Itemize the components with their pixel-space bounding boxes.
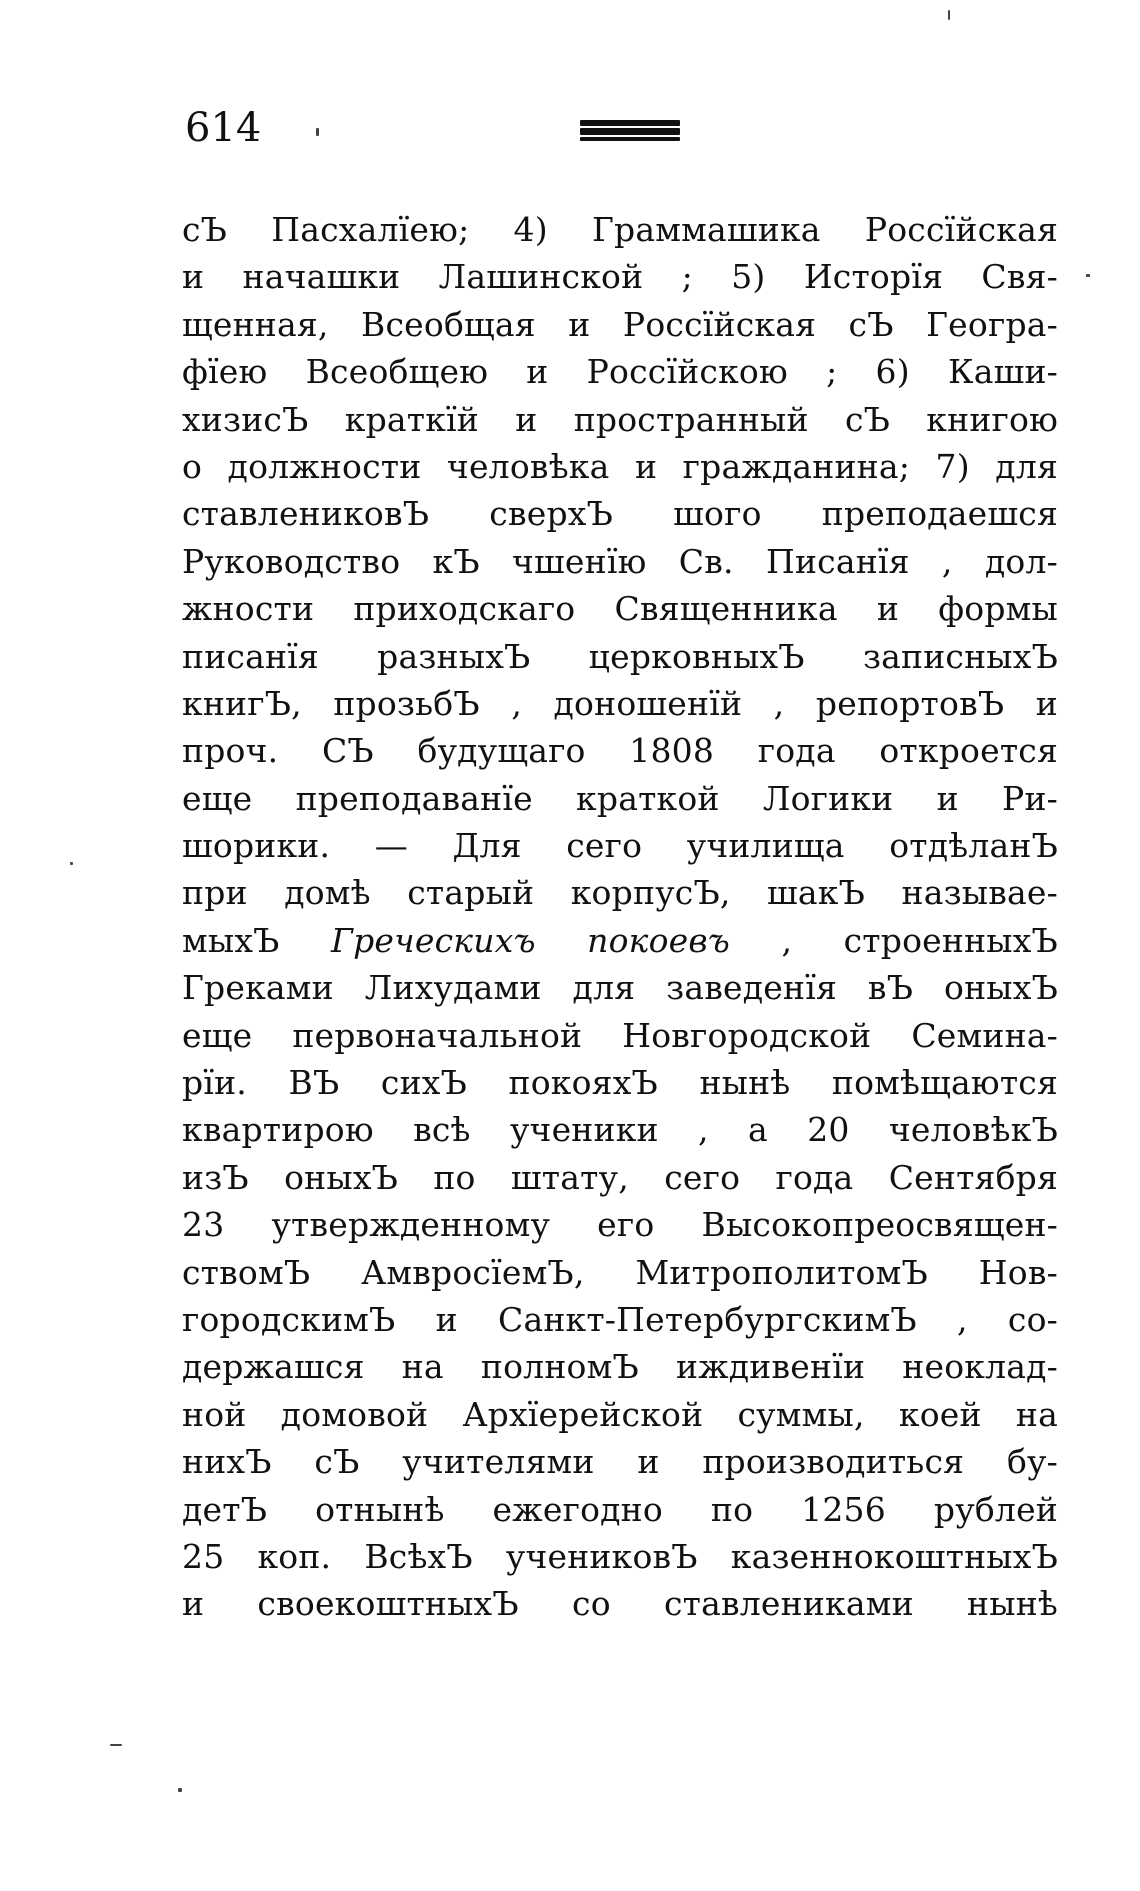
text-line: при домѣ старый корпусЪ, шакЪ называе- [182,873,1058,913]
text-line-with-italic [182,917,1058,964]
text-line: 25 коп. ВсѣхЪ учениковЪ казеннокоштныхЪ [182,1536,1058,1576]
text-line: Руководство кЪ чшенїю Св. Писанїя , дол- [182,541,1058,581]
ornament-rule-top [580,120,680,126]
scan-speck [948,10,950,20]
text-line: жности приходскаго Священника и формы [182,589,1058,629]
text-line: еще первоначальной Новгородской Семина- [182,1015,1058,1055]
text-line: шорики. — Для сего училища отдѣланЪ [182,826,1058,866]
text-line: держашся на полномЪ иждивенїи неоклад- [182,1347,1058,1387]
text-line: еще преподаванїе краткой Логики и Ри- [182,778,1058,818]
text-line: Греками Лихудами для заведенїя вЪ оныхЪ [182,968,1058,1008]
text-line: хизисЪ краткїй и пространный сЪ книгою [182,399,1058,439]
header-ornament [580,120,680,142]
scan-speck [110,1744,122,1746]
text-line: книгЪ, прозьбЪ , доношенїй , репортовЪ и [182,683,1058,723]
text-line: изЪ оныхЪ по штату, сего года Сентября [182,1157,1058,1197]
text-line: детЪ отнынѣ ежегодно по 1256 рублей [182,1489,1058,1529]
italic-phrase: Греческихъ покоевъ [331,920,730,960]
ornament-rule-middle [580,128,680,135]
text-line: сЪ Пасхалїею; 4) Граммашика Россїйская [182,210,1058,249]
text-line: писанїя разныхЪ церковныхЪ записныхЪ [182,636,1058,676]
text-line: 23 утвержденному его Высокопреосвящен- [182,1205,1058,1245]
text-line: о должности человѣка и гражданина; 7) для [182,446,1058,486]
text-line: городскимЪ и Санкт-ПетербургскимЪ , со- [182,1299,1058,1339]
text-line: фїею Всеобщею и Россїйскою ; 6) Каши- [182,352,1058,392]
scan-speck [1086,274,1090,277]
text-line: квартирою всѣ ученики , а 20 человѣкЪ [182,1110,1058,1150]
body-text [182,206,1058,1628]
line-prefix: мыхЪ [182,920,280,960]
line-suffix: , строенныхЪ [781,920,1058,960]
ornament-rule-bottom [580,137,680,141]
page-number: 614 [185,105,262,151]
scan-speck [316,128,319,136]
text-line: ставлениковЪ сверхЪ шого преподаешся [182,494,1058,534]
text-line: и своекоштныхЪ со ставлениками нынѣ [182,1584,1058,1624]
text-line: рїи. ВЪ сихЪ покояхЪ нынѣ помѣщаются [182,1063,1058,1103]
text-line: ствомЪ АмвросїемЪ, МитрополитомЪ Нов- [182,1252,1058,1292]
text-line: ной домовой Архїерейской суммы, коей на [182,1394,1058,1434]
text-line: щенная, Всеобщая и Россїйская сЪ Геогра- [182,304,1058,344]
scan-speck [178,1788,182,1792]
text-line: нихЪ сЪ учителями и производиться бу- [182,1442,1058,1482]
scan-speck [70,862,73,865]
text-line: проч. СЪ будущаго 1808 года откроется [182,731,1058,771]
text-line: и начашки Лашинской ; 5) Исторїя Свя- [182,257,1058,297]
